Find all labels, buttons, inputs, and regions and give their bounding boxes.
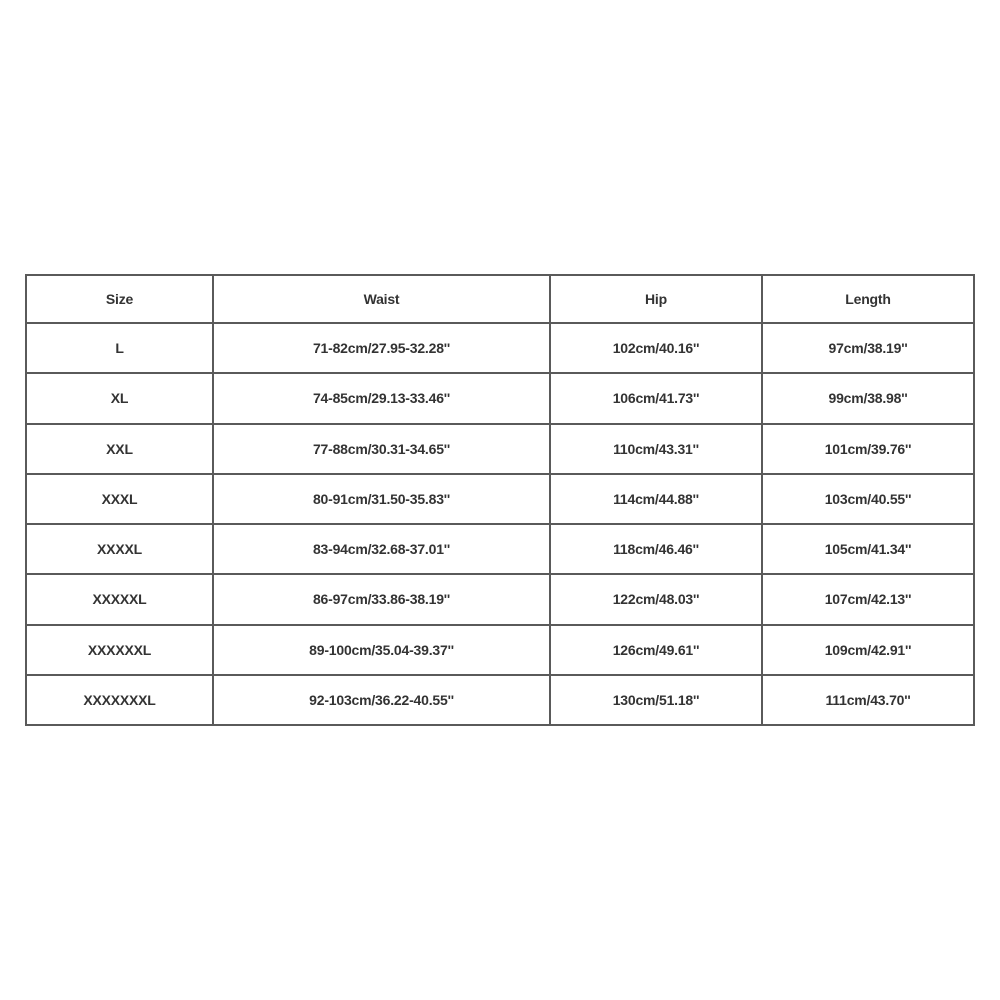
cell-length: 109cm/42.91''	[762, 625, 974, 675]
cell-length: 103cm/40.55''	[762, 474, 974, 524]
cell-length: 97cm/38.19''	[762, 323, 974, 373]
cell-waist: 74-85cm/29.13-33.46''	[213, 373, 550, 423]
cell-size: XXL	[26, 424, 213, 474]
cell-length: 111cm/43.70''	[762, 675, 974, 725]
cell-waist: 89-100cm/35.04-39.37''	[213, 625, 550, 675]
cell-size: XXXXL	[26, 524, 213, 574]
cell-length: 107cm/42.13''	[762, 574, 974, 624]
table-header	[26, 275, 974, 323]
cell-hip: 130cm/51.18''	[550, 675, 762, 725]
cell-hip: 118cm/46.46''	[550, 524, 762, 574]
header-waist: Waist	[213, 275, 550, 323]
cell-waist: 92-103cm/36.22-40.55''	[213, 675, 550, 725]
cell-size: XXXXXXXL	[26, 675, 213, 725]
table-row	[26, 675, 974, 725]
cell-size: XXXXXXL	[26, 625, 213, 675]
cell-waist: 80-91cm/31.50-35.83''	[213, 474, 550, 524]
cell-length: 105cm/41.34''	[762, 524, 974, 574]
cell-waist: 77-88cm/30.31-34.65''	[213, 424, 550, 474]
header-length: Length	[762, 275, 974, 323]
cell-length: 101cm/39.76''	[762, 424, 974, 474]
cell-size: XL	[26, 373, 213, 423]
cell-waist: 71-82cm/27.95-32.28''	[213, 323, 550, 373]
cell-waist: 83-94cm/32.68-37.01''	[213, 524, 550, 574]
size-chart-table	[25, 274, 975, 726]
cell-waist: 86-97cm/33.86-38.19''	[213, 574, 550, 624]
header-size: Size	[26, 275, 213, 323]
cell-size: XXXXXL	[26, 574, 213, 624]
table-body	[26, 323, 974, 725]
header-row	[26, 275, 974, 323]
table-row	[26, 474, 974, 524]
table-row	[26, 574, 974, 624]
table-row	[26, 373, 974, 423]
cell-hip: 106cm/41.73''	[550, 373, 762, 423]
table-row	[26, 323, 974, 373]
cell-size: XXXL	[26, 474, 213, 524]
cell-length: 99cm/38.98''	[762, 373, 974, 423]
cell-hip: 114cm/44.88''	[550, 474, 762, 524]
cell-hip: 110cm/43.31''	[550, 424, 762, 474]
cell-hip: 122cm/48.03''	[550, 574, 762, 624]
header-hip: Hip	[550, 275, 762, 323]
cell-size: L	[26, 323, 213, 373]
cell-hip: 102cm/40.16''	[550, 323, 762, 373]
table-row	[26, 524, 974, 574]
cell-hip: 126cm/49.61''	[550, 625, 762, 675]
table-row	[26, 625, 974, 675]
table-row	[26, 424, 974, 474]
